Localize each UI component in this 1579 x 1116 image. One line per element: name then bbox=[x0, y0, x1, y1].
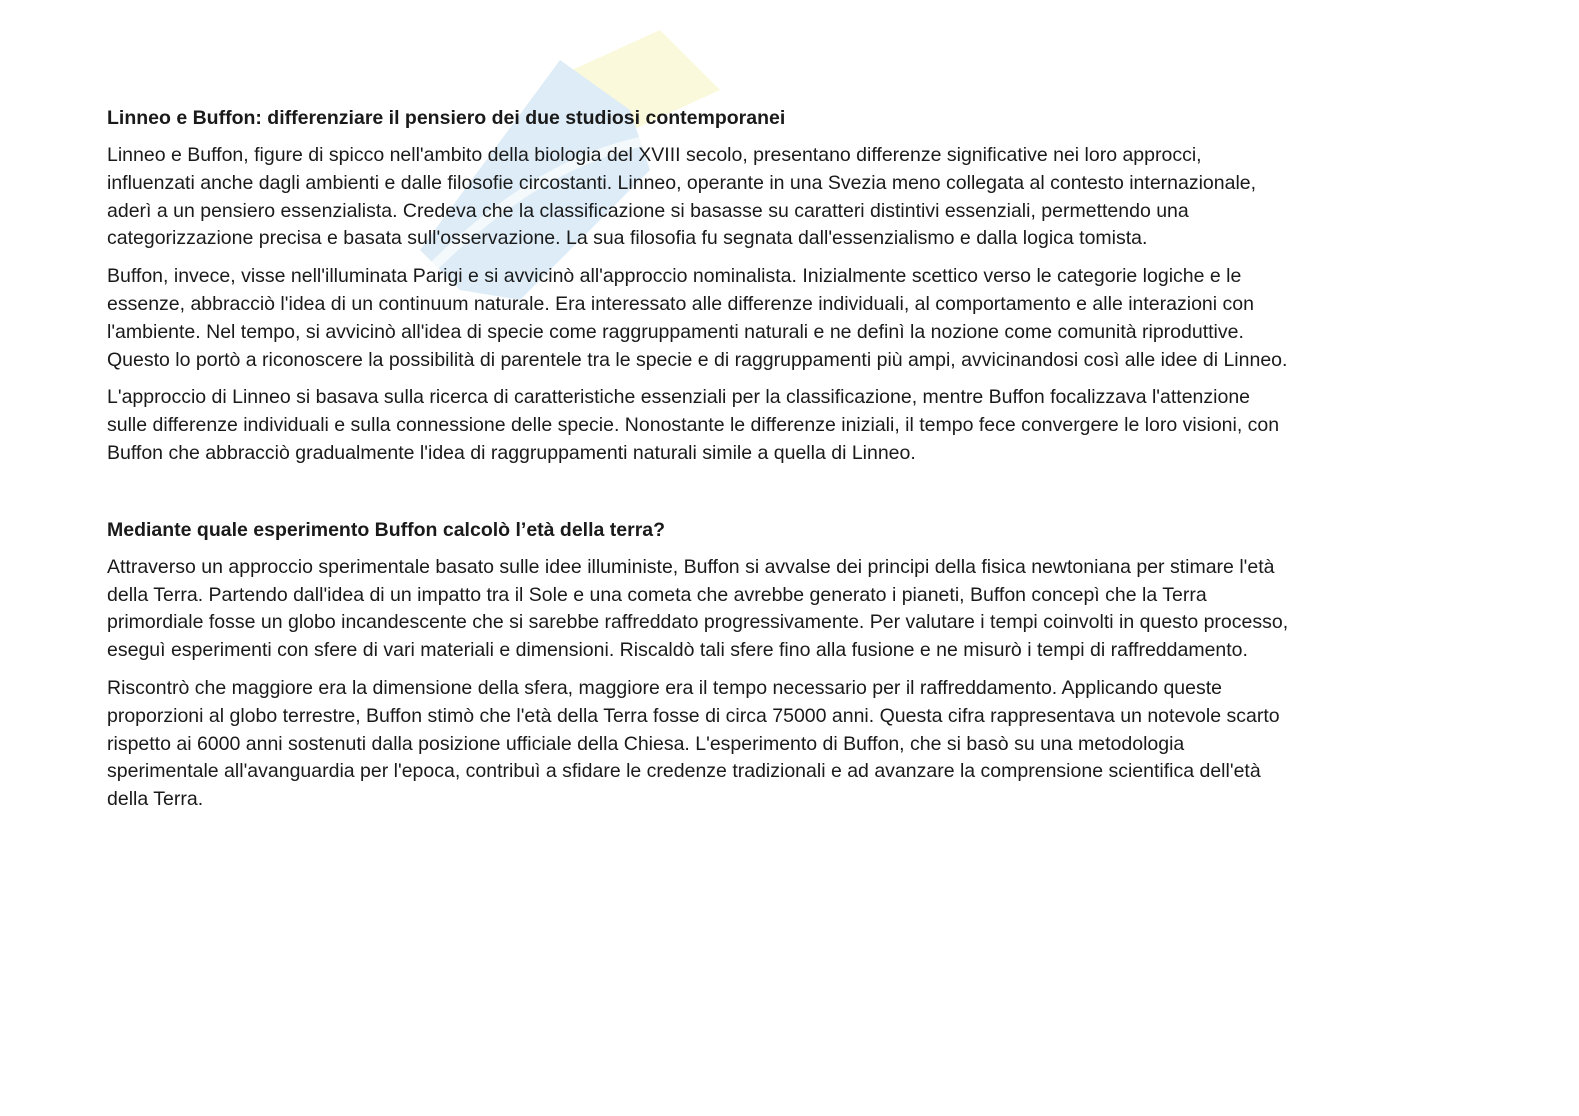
paragraph: Attraverso un approccio sperimentale basato sulle idee illuministe, Buffon si avvalse dei principi della fisica newtoniana per stimare l'età della Terra. Partendo dall'idea di un impatto tra il Sole e una cometa che avrebbe generato i pianeti, Buffon concepì che la Terra primordiale fosse un globo incandescente che si sarebbe raffreddato progressivamente. Per valutare i tempi coinvolti in questo processo, eseguì esperimenti con sfere di vari materiali e dimensioni. Riscaldò tali sfere fino alla fusione e ne misurò i tempi di raffreddamento. bbox=[107, 555, 1289, 662]
paragraph: Riscontrò che maggiore era la dimensione della sfera, maggiore era il tempo necessario per il raffreddamento. Applicando queste proporzioni al globo terrestre, Buffon stimò che l'età della Terra fosse di circa 75000 anni. Questa cifra rappresentava un notevole scarto rispetto ai 6000 anni sostenuti dalla posizione ufficiale della Chiesa. L'esperimento di Buffon, che si basò su una metodologia sperimentale all'avanguardia per l'epoca, contribuì a sfidare le credenze tradizionali e ad avanzare la comprensione scientifica dell'età della Terra. bbox=[107, 676, 1280, 811]
paragraph: Linneo e Buffon, figure di spicco nell'ambito della biologia del XVIII secolo, presentano differenze significative nei loro approcci, influenzati anche dagli ambienti e dalle filosofie circostanti. Linneo, operante in una Svezia meno collegata al contesto internazionale, aderì a un pensiero essenzialista. Credeva che la classificazione si basasse su caratteri distintivi essenziali, permettendo una categorizzazione precisa e basata sull'osservazione. La sua filosofia fu segnata dall'essenzialismo e dalla logica tomista. bbox=[107, 144, 1257, 250]
section-heading: Linneo e Buffon: differenziare il pensiero dei due studiosi contemporanei bbox=[107, 107, 786, 129]
section-linneo-buffon bbox=[107, 104, 1477, 468]
section-spacer bbox=[107, 478, 1477, 516]
paragraph: L'approccio di Linneo si basava sulla ricerca di caratteristiche essenziali per la classificazione, mentre Buffon focalizzava l'attenzione sulle differenze individuali e sulla connessione delle specie. Nonostante le differenze iniziali, il tempo fece convergere le loro visioni, con Buffon che abbracciò gradualmente l'idea di raggruppamenti naturali simile a quella di Linneo. bbox=[107, 386, 1280, 464]
document-content bbox=[107, 104, 1477, 824]
section-heading: Mediante quale esperimento Buffon calcolò l’età della terra? bbox=[107, 518, 666, 541]
paragraph: Buffon, invece, visse nell'illuminata Parigi e si avvicinò all'approccio nominalista. Inizialmente scettico verso le categorie logiche e le essenze, abbracciò l'idea di un continuum naturale. Era interessato alle differenze individuali, al comportamento e alle interazioni con l'ambiente. Nel tempo, si avvicinò all'idea di specie come raggruppamenti naturali e ne definì la nozione come comunità riproduttive. Questo lo portò a riconoscere la possibilità di parentele tra le specie e di raggruppamenti più ampi, avvicinandosi così alle idee di Linneo. bbox=[107, 265, 1288, 371]
section-eta-terra bbox=[107, 516, 1477, 814]
